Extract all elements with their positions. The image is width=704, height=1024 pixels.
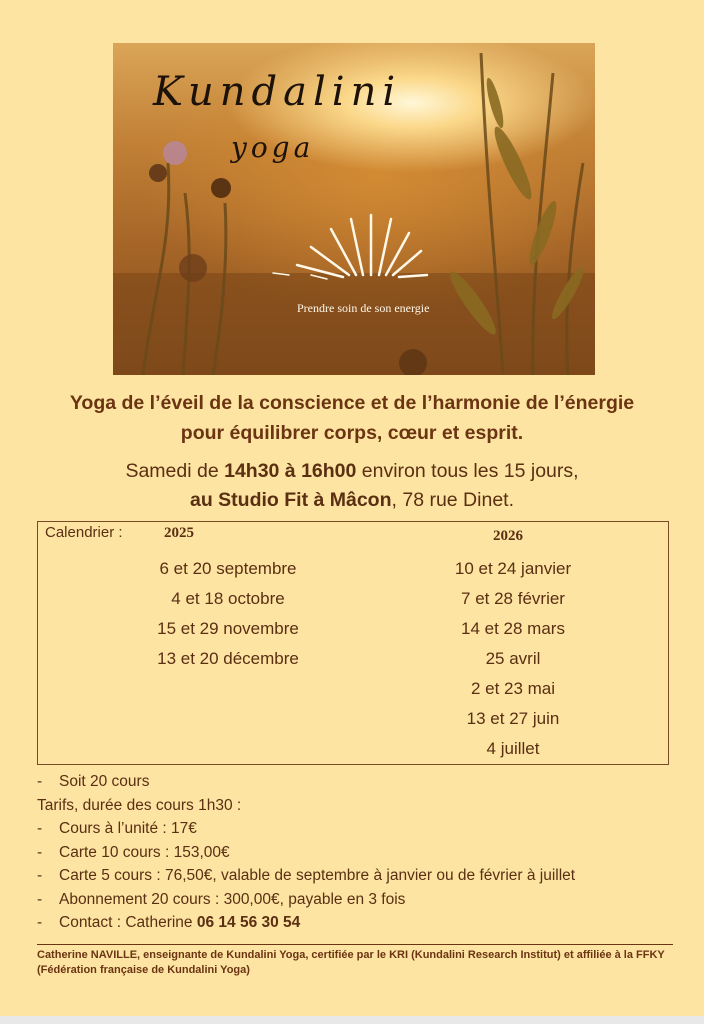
year-2026: 2026 <box>493 528 523 544</box>
year-2025: 2025 <box>164 525 194 541</box>
bottom-strip <box>0 1016 704 1024</box>
bullet-dash: - <box>37 890 43 908</box>
dates-2026-column <box>398 554 628 764</box>
tagline: Prendre soin de son energie <box>297 301 430 315</box>
dates-2025-column <box>98 554 358 674</box>
schedule-suffix: environ tous les 15 jours, <box>356 460 579 482</box>
calendar-label: Calendrier : <box>45 524 123 541</box>
footer-credits: Catherine NAVILLE, enseignante de Kundalini Yoga, certifiée par le KRI (Kundalini Research Institut) et affiliée à la FFKY (Fédération française de Kundalini Yoga) <box>37 949 665 976</box>
headline-line-1: Yoga de l’éveil de la conscience et de l’harmonie de l’énergie <box>69 392 635 414</box>
price-text: Carte 10 cours : 153,00€ <box>59 843 230 861</box>
total-row <box>37 770 575 794</box>
pricing-info <box>37 770 575 935</box>
schedule-line-2 <box>0 486 704 515</box>
date-item: 2 et 23 mai <box>470 679 556 698</box>
schedule <box>0 457 704 515</box>
calendar-box <box>37 521 669 765</box>
price-text: Cours à l’unité : 17€ <box>59 820 197 837</box>
date-item: 14 et 28 mars <box>461 619 565 638</box>
title-yoga: yoga <box>231 131 315 164</box>
schedule-venue: au Studio Fit à Mâcon <box>190 489 392 511</box>
price-text: Carte 5 cours : 76,50€, valable de septembre à janvier ou de février à juillet <box>59 867 576 884</box>
total-courses: Soit 20 cours <box>59 773 150 790</box>
bullet-dash: - <box>37 843 43 861</box>
date-item: 4 juillet <box>486 739 540 758</box>
sunburst-icon <box>273 215 427 279</box>
bullet-dash: - <box>37 820 43 837</box>
schedule-address: , 78 rue Dinet. <box>391 489 514 511</box>
date-item: 15 et 29 novembre <box>157 619 299 638</box>
price-text: Abonnement 20 cours : 300,00€, payable en 3 fois <box>59 890 406 908</box>
title-kundalini: Kundalini <box>153 69 402 115</box>
header-photo <box>113 43 595 375</box>
headline <box>0 388 704 448</box>
bullet-dash: - <box>37 914 43 931</box>
headline-line-2: pour équilibrer corps, cœur et esprit. <box>180 422 524 444</box>
contact-row <box>37 911 575 935</box>
price-row <box>37 841 575 865</box>
bullet-dash: - <box>37 867 43 884</box>
price-row <box>37 888 575 912</box>
schedule-time: 14h30 à 16h00 <box>224 460 357 482</box>
footer-divider <box>37 944 673 945</box>
date-item: 7 et 28 février <box>461 589 565 608</box>
price-row <box>37 864 575 888</box>
date-item: 13 et 27 juin <box>466 709 560 728</box>
date-item: 13 et 20 décembre <box>157 649 299 668</box>
contact-phone[interactable]: 06 14 56 30 54 <box>196 914 301 931</box>
price-row <box>37 817 575 841</box>
date-item: 4 et 18 octobre <box>171 589 285 608</box>
date-item: 10 et 24 janvier <box>454 559 572 578</box>
schedule-prefix: Samedi de <box>125 460 225 482</box>
contact-label: Contact : Catherine <box>59 914 197 931</box>
bullet-dash: - <box>37 773 43 790</box>
schedule-line-1 <box>0 457 704 486</box>
date-item: 6 et 20 septembre <box>159 559 297 578</box>
date-item: 25 avril <box>485 649 541 668</box>
tarifs-heading: Tarifs, durée des cours 1h30 : <box>37 796 242 814</box>
